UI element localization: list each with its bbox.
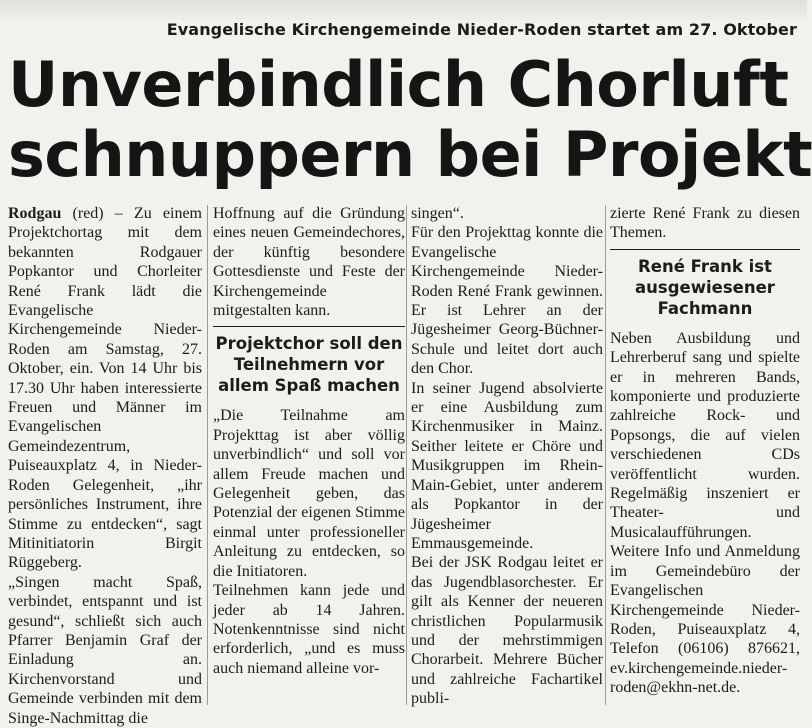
body-paragraph: zierte René Frank zu diesen Themen. (610, 205, 800, 242)
article-column-3 (411, 204, 603, 709)
subheading (213, 326, 405, 400)
lead-text: (red) – Zu einem Projektchortag mit dem bekannten Rodgauer Popkantor und Chorleiter René Frank lädt die Evangelische Kirchengemeinde Nieder-Roden am Samstag, 27. Oktober, ein. Von 14 Uhr bis 17.30 Uhr haben interessierte Freuen und Männer im Evangelischen Gemeindezentrum, Puiseauxplatz 4, in Nieder-Roden Gelegenheit, „ihr persönliches Instrument, ihre Stimme zu entdecken“, sagt Mitinitiatorin Birgit Rüggeberg. (8, 205, 202, 572)
column-rule (605, 205, 606, 705)
body-paragraph: In seiner Jugend absolvierte er eine Ausbildung zum Kirchenmusiker in Mainz. Seither leitete er Chöre und Musikgruppen im Rhein-Main-Gebiet, unter anderem als Popkantor in der Jügesheimer Emmausgemeinde. (411, 379, 603, 552)
kicker-line: Evangelische Kirchengemeinde Nieder-Roden startet am 27. Oktober (166, 20, 797, 39)
contact-paragraph: Weitere Info und Anmeldung im Gemeindebüro der Evangelischen Kirchengemeinde Nieder-Roden, Puiseauxplatz 4, Telefon (06106) 876621, ev.kirchengemeinde.nieder-roden@ekhn-net.de. (610, 543, 800, 697)
subheading-line: Teilnehmern vor (233, 355, 385, 375)
article-column-4 (610, 204, 800, 698)
subheading-line: René Frank ist (638, 256, 772, 276)
article-column-1 (8, 204, 202, 728)
body-paragraph: „Die Teilnahme am Projekttag ist aber völlig unverbindlich“ und soll vor allem Freude machen und Gelegenheit geben, das Potenzial der eigenen Stimme einmal unter professioneller Anleitung zu entdecken, so die Initiatoren. (213, 407, 405, 580)
body-paragraph: singen“. (411, 205, 464, 222)
body-paragraph: Neben Ausbildung und Lehrerberuf sang und spielte er in mehreren Bands, komponierte und produzierte zahlreiche Rock- und Popsongs, die auf vielen verschiedenen CDs veröffentlicht wurden. Regelmäßig inszeniert er Theater- und Musicalaufführungen. (610, 329, 800, 541)
subheading (610, 249, 800, 323)
body-paragraph: Für den Projekttag konnte die Evangelische Kirchengemeinde Nieder-Roden René Frank gewinnen. Er ist Lehrer an der Jügesheimer Georg-Büchner-Schule und leitet dort auch den Chor. (411, 224, 603, 378)
body-paragraph: Bei der JSK Rodgau leitet er das Jugendblasorchester. Er gilt als Kenner der neueren christlichen Popularmusik und der mehrstimmigen Chorarbeit. Mehrere Bücher und zahlreiche Fachartikel publi- (411, 554, 603, 708)
headline (8, 50, 812, 190)
lead-paragraph (8, 204, 202, 573)
column-rule (406, 205, 407, 705)
body-paragraph: „Singen macht Spaß, verbindet, entspannt und ist gesund“, schließt sich auch Pfarrer Benjamin Graf der Einladung an. Kirchenvorstand und Gemeinde verbinden mit dem Singe-Nachmittag die (8, 573, 202, 727)
subheading-line: ausgewiesener (635, 277, 775, 297)
headline-line-2: schnuppern bei Projekt (8, 118, 812, 191)
dateline-place: Rodgau (8, 205, 62, 222)
article-column-2 (213, 204, 405, 678)
previous-article-bleed (0, 0, 807, 20)
subheading-line: Projektchor soll den (215, 334, 403, 354)
subheading-line: allem Spaß machen (218, 376, 400, 396)
body-paragraph: Teilnehmen kann jede und jeder ab 14 Jahren. Notenkenntnisse sind nicht erforderlich, „und es muss auch niemand alleine vor- (213, 582, 405, 677)
subheading-line: Fachmann (657, 298, 753, 318)
headline-line-1: Unverbindlich Chorluft (8, 48, 789, 121)
column-rule (207, 205, 208, 705)
body-paragraph: Hoffnung auf die Gründung eines neuen Gemeindechores, der künftig besondere Gottesdienste und Feste der Kirchengemeinde mitgestalten kann. (213, 205, 405, 320)
